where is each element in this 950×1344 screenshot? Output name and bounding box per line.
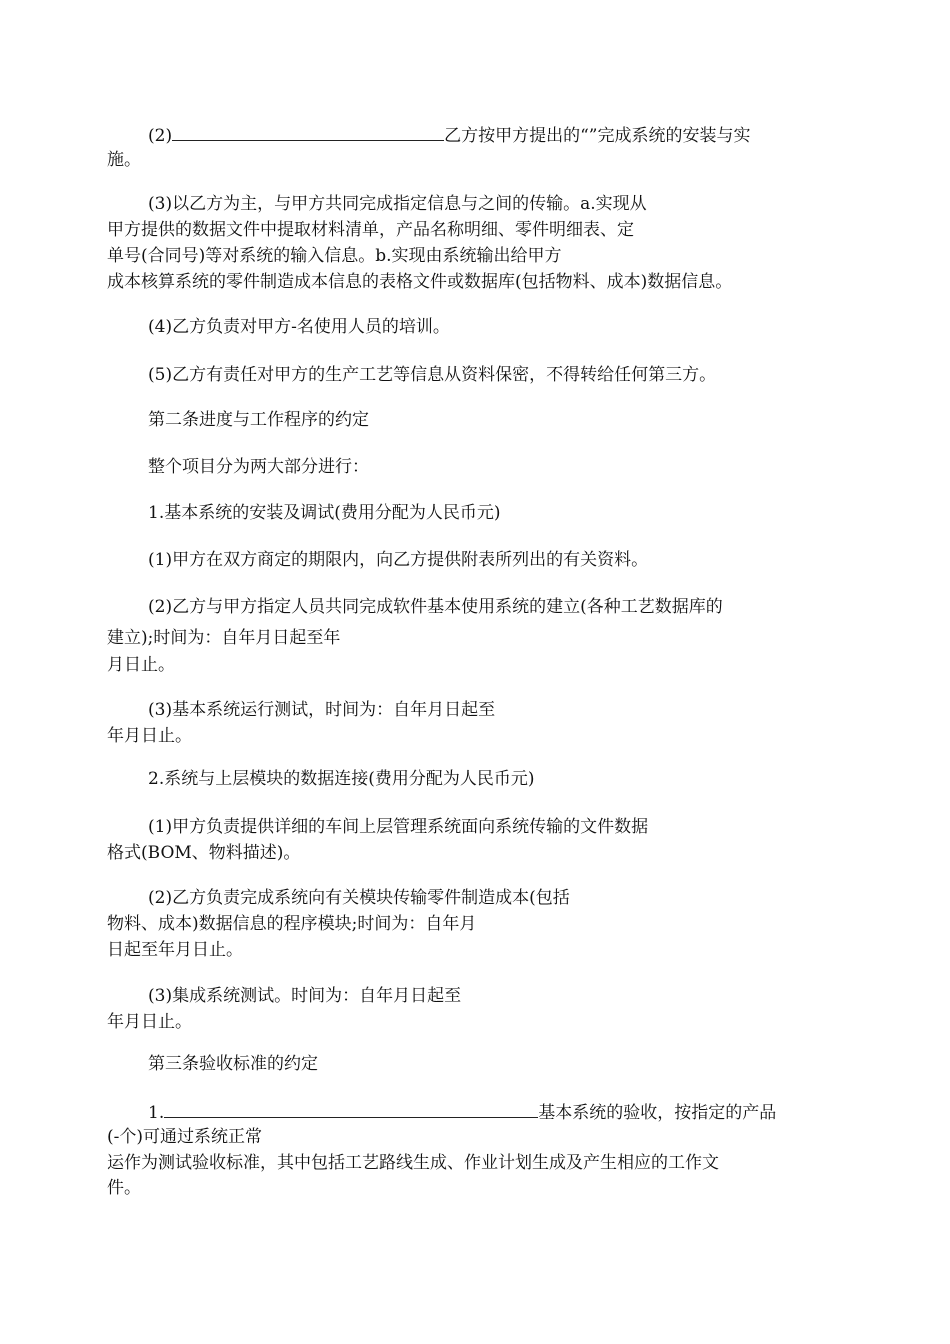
part-1-heading: 1.基本系统的安装及调试(费用分配为人民币元) [148,503,501,523]
part-2-item-2-line-1: (2)乙方负责完成系统向有关模块传输零件制造成本(包括 [148,888,570,908]
part-1-item-2-line-2: 建立);时间为：自年月日起至年 [107,628,341,648]
fill-in-blank[interactable] [172,123,444,141]
part-2-item-2-line-3: 日起至年月日止。 [107,940,243,960]
clause-4: (4)乙方负责对甲方-名使用人员的培训。 [148,317,450,337]
part-2-item-1-line-2: 格式(BOM、物料描述)。 [107,843,301,863]
acceptance-item-1-line-3: 运作为测试验收标准，其中包括工艺路线生成、作业计划生成及产生相应的工作文 [107,1153,719,1173]
acceptance-item-1-line-2: (-个)可通过系统正常 [107,1127,263,1147]
part-1-item-1: (1)甲方在双方商定的期限内，向乙方提供附表所列出的有关资料。 [148,550,649,570]
part-1-item-3-line-1: (3)基本系统运行测试，时间为：自年月日起至 [148,700,496,720]
clause-5: (5)乙方有责任对甲方的生产工艺等信息从资料保密，不得转给任何第三方。 [148,365,717,385]
clause-2-line-1 [148,123,750,147]
clause-3-line-3: 单号(合同号)等对系统的输入信息。b.实现由系统输出给甲方 [107,246,562,266]
clause-number: 1. [148,1103,165,1123]
part-2-item-3-line-1: (3)集成系统测试。时间为：自年月日起至 [148,986,462,1006]
part-1-item-2-line-1: (2)乙方与甲方指定人员共同完成软件基本使用系统的建立(各种工艺数据库的 [148,597,723,617]
part-1-item-3-line-2: 年月日止。 [107,726,192,746]
section-heading-article-2: 第二条进度与工作程序的约定 [148,410,369,430]
clause-3-line-1: (3)以乙方为主，与甲方共同完成指定信息与之间的传输。a.实现从 [148,194,647,214]
part-2-heading: 2.系统与上层模块的数据连接(费用分配为人民币元) [148,769,535,789]
clause-3-line-4: 成本核算系统的零件制造成本信息的表格文件或数据库(包括物料、成本)数据信息。 [107,272,733,292]
part-2-item-1-line-1: (1)甲方负责提供详细的车间上层管理系统面向系统传输的文件数据 [148,817,649,837]
part-2-item-3-line-2: 年月日止。 [107,1012,192,1032]
clause-text: 基本系统的验收，按指定的产品 [538,1103,777,1123]
part-2-item-2-line-2: 物料、成本)数据信息的程序模块;时间为：自年月 [107,914,477,934]
clause-2-line-2: 施。 [107,150,141,170]
acceptance-item-1-line-4: 件。 [107,1178,141,1198]
section-heading-article-3: 第三条验收标准的约定 [148,1054,318,1074]
project-overview: 整个项目分为两大部分进行： [148,457,369,477]
clause-number: (2) [148,126,173,146]
clause-text: 乙方按甲方提出的“”完成系统的安装与实 [444,126,751,146]
acceptance-item-1-line-1 [148,1100,776,1124]
fill-in-blank[interactable] [164,1100,538,1118]
part-1-item-2-line-3: 月日止。 [107,655,175,675]
clause-3-line-2: 甲方提供的数据文件中提取材料清单，产品名称明细、零件明细表、定 [107,220,634,240]
